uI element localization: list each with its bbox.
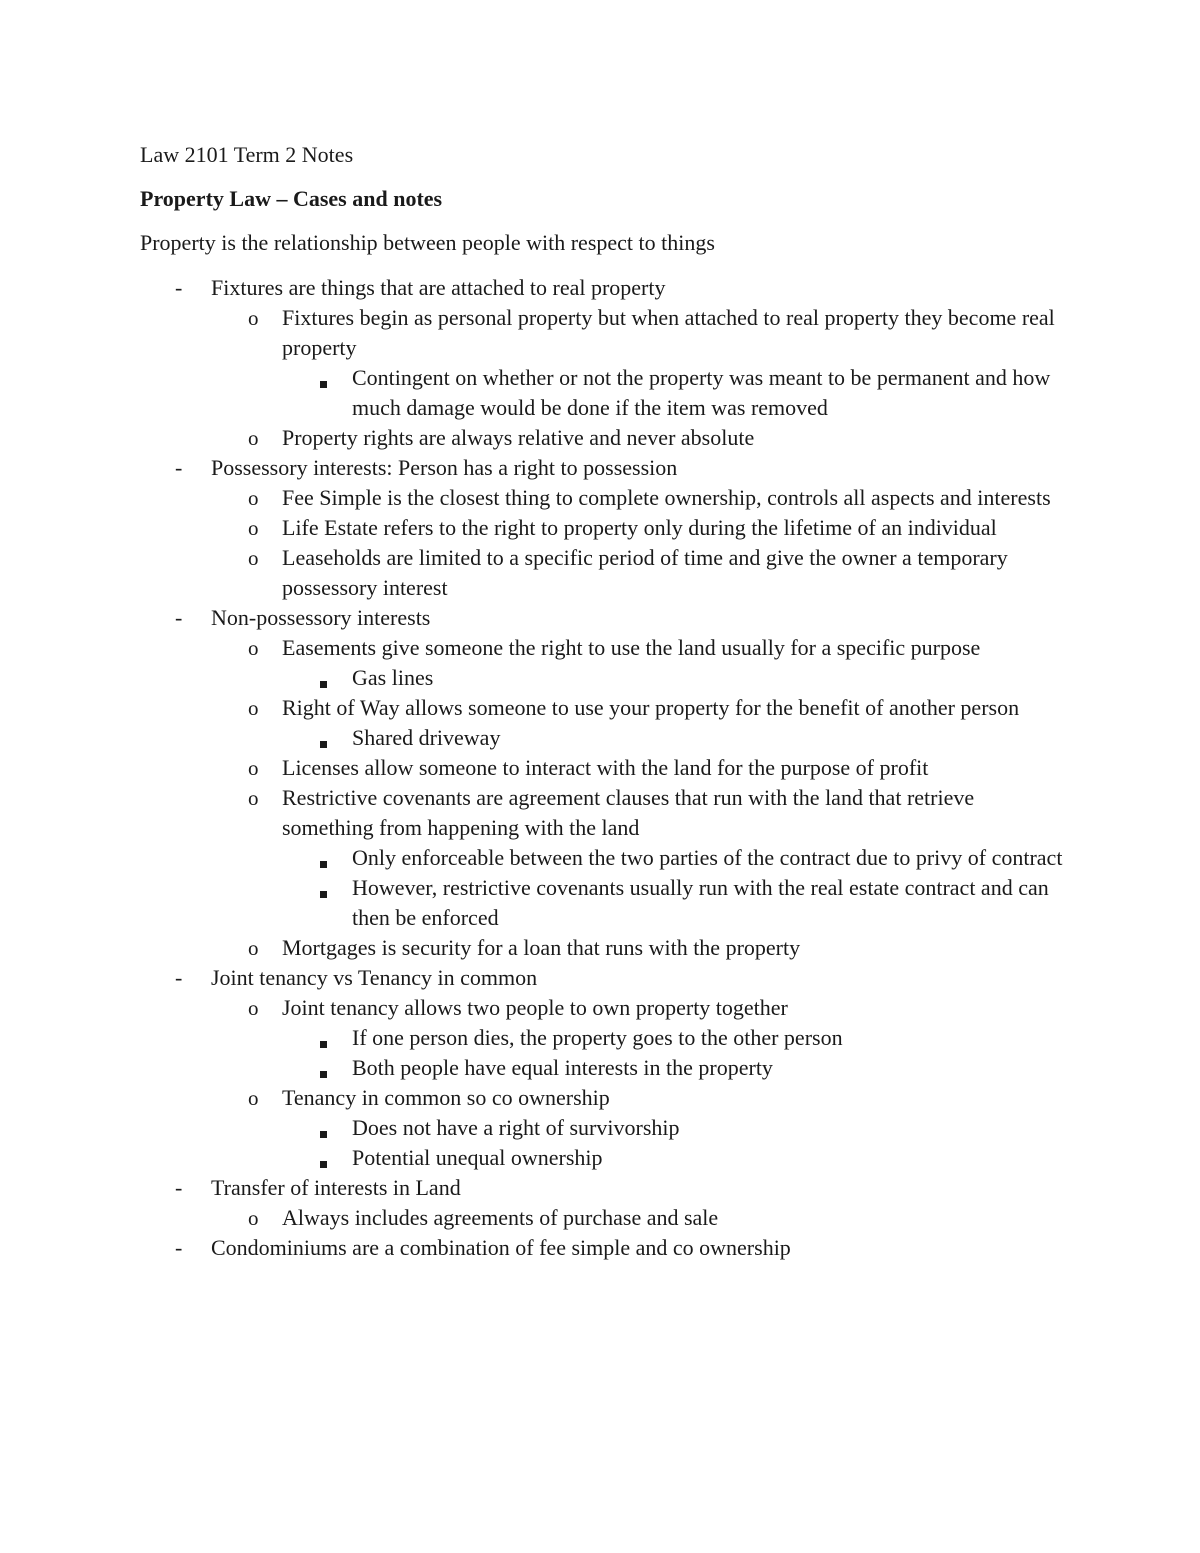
circle-bullet-icon: o: [248, 756, 259, 780]
list-item-text: Restrictive covenants are agreement clauses that run with the land that retrieve something from happening with the land: [282, 785, 975, 840]
document-title: Law 2101 Term 2 Notes: [140, 142, 354, 167]
list-item-level-2: [140, 753, 1070, 783]
list-item-level-3: [140, 363, 1070, 423]
dash-bullet-icon: -: [175, 1235, 183, 1260]
square-bullet-icon: [320, 723, 327, 753]
list-item-text: Right of Way allows someone to use your property for the benefit of another person: [282, 695, 1020, 720]
list-item-text: Shared driveway: [352, 725, 501, 750]
list-item-text: Fixtures are things that are attached to real property: [211, 275, 666, 300]
document-page: [140, 140, 1070, 1263]
list-item-text: Condominiums are a combination of fee simple and co ownership: [211, 1235, 791, 1260]
list-item-level-3: [140, 723, 1070, 753]
list-item-level-3: [140, 843, 1070, 873]
circle-bullet-icon: o: [248, 786, 259, 810]
dash-bullet-icon: -: [175, 1175, 183, 1200]
square-bullet-icon: [320, 363, 327, 393]
circle-bullet-icon: o: [248, 1206, 259, 1230]
list-item-text: Does not have a right of survivorship: [352, 1115, 680, 1140]
square-bullet-icon: [320, 1143, 327, 1173]
section-heading: Property Law – Cases and notes: [140, 186, 443, 211]
list-item-text: Joint tenancy vs Tenancy in common: [211, 965, 538, 990]
list-item-text: Possessory interests: Person has a right to possession: [211, 455, 678, 480]
list-item-level-2: [140, 693, 1070, 723]
list-item-level-1: [140, 963, 1070, 993]
list-item-level-3: [140, 663, 1070, 693]
list-item-level-2: [140, 513, 1070, 543]
dash-bullet-icon: -: [175, 455, 183, 480]
list-item-level-2: [140, 783, 1070, 843]
list-item-level-2: [140, 303, 1070, 363]
dash-bullet-icon: -: [175, 965, 183, 990]
circle-bullet-icon: o: [248, 306, 259, 330]
circle-bullet-icon: o: [248, 996, 259, 1020]
list-item-level-1: [140, 603, 1070, 633]
list-item-text: Leaseholds are limited to a specific period of time and give the owner a temporary possessory interest: [282, 545, 1008, 600]
list-item-level-2: [140, 993, 1070, 1023]
list-item-text: Licenses allow someone to interact with the land for the purpose of profit: [282, 755, 929, 780]
list-item-text: Life Estate refers to the right to property only during the lifetime of an individual: [282, 515, 997, 540]
circle-bullet-icon: o: [248, 546, 259, 570]
square-bullet-icon: [320, 1113, 327, 1143]
list-item-level-3: [140, 1143, 1070, 1173]
circle-bullet-icon: o: [248, 936, 259, 960]
list-item-level-2: [140, 1203, 1070, 1233]
list-item-text: Property rights are always relative and never absolute: [282, 425, 755, 450]
list-item-level-1: [140, 1173, 1070, 1203]
square-bullet-icon: [320, 843, 327, 873]
circle-bullet-icon: o: [248, 636, 259, 660]
circle-bullet-icon: o: [248, 516, 259, 540]
list-item-level-1: [140, 273, 1070, 303]
list-item-text: If one person dies, the property goes to the other person: [352, 1025, 843, 1050]
square-bullet-icon: [320, 1023, 327, 1053]
dash-bullet-icon: -: [175, 605, 183, 630]
list-item-text: Non-possessory interests: [211, 605, 431, 630]
list-item-text: Tenancy in common so co ownership: [282, 1085, 610, 1110]
list-item-text: Contingent on whether or not the property was meant to be permanent and how much damage would be done if the item was removed: [352, 365, 1051, 420]
circle-bullet-icon: o: [248, 486, 259, 510]
list-item-text: Transfer of interests in Land: [211, 1175, 461, 1200]
circle-bullet-icon: o: [248, 1086, 259, 1110]
list-item-text: However, restrictive covenants usually run with the real estate contract and can then be enforced: [352, 875, 1049, 930]
list-item-text: Potential unequal ownership: [352, 1145, 603, 1170]
list-item-level-2: [140, 1083, 1070, 1113]
list-item-level-2: [140, 633, 1070, 663]
list-item-level-2: [140, 543, 1070, 603]
square-bullet-icon: [320, 1053, 327, 1083]
list-item-level-3: [140, 1053, 1070, 1083]
list-item-level-1: [140, 1233, 1070, 1263]
notes-list: [140, 273, 1070, 1263]
list-item-text: Joint tenancy allows two people to own property together: [282, 995, 788, 1020]
square-bullet-icon: [320, 663, 327, 693]
list-item-text: Both people have equal interests in the property: [352, 1055, 773, 1080]
dash-bullet-icon: -: [175, 275, 183, 300]
list-item-text: Always includes agreements of purchase and sale: [282, 1205, 719, 1230]
circle-bullet-icon: o: [248, 426, 259, 450]
list-item-level-2: [140, 933, 1070, 963]
list-item-level-2: [140, 483, 1070, 513]
list-item-level-1: [140, 453, 1070, 483]
list-item-text: Mortgages is security for a loan that runs with the property: [282, 935, 801, 960]
list-item-level-2: [140, 423, 1070, 453]
list-item-level-3: [140, 1113, 1070, 1143]
list-item-text: Only enforceable between the two parties of the contract due to privy of contract: [352, 845, 1063, 870]
circle-bullet-icon: o: [248, 696, 259, 720]
intro-paragraph: Property is the relationship between people with respect to things: [140, 230, 715, 255]
list-item-text: Fixtures begin as personal property but when attached to real property they become real property: [282, 305, 1055, 360]
square-bullet-icon: [320, 873, 327, 903]
list-item-text: Easements give someone the right to use the land usually for a specific purpose: [282, 635, 981, 660]
list-item-level-3: [140, 873, 1070, 933]
list-item-text: Fee Simple is the closest thing to complete ownership, controls all aspects and interests: [282, 485, 1051, 510]
list-item-level-3: [140, 1023, 1070, 1053]
list-item-text: Gas lines: [352, 665, 434, 690]
